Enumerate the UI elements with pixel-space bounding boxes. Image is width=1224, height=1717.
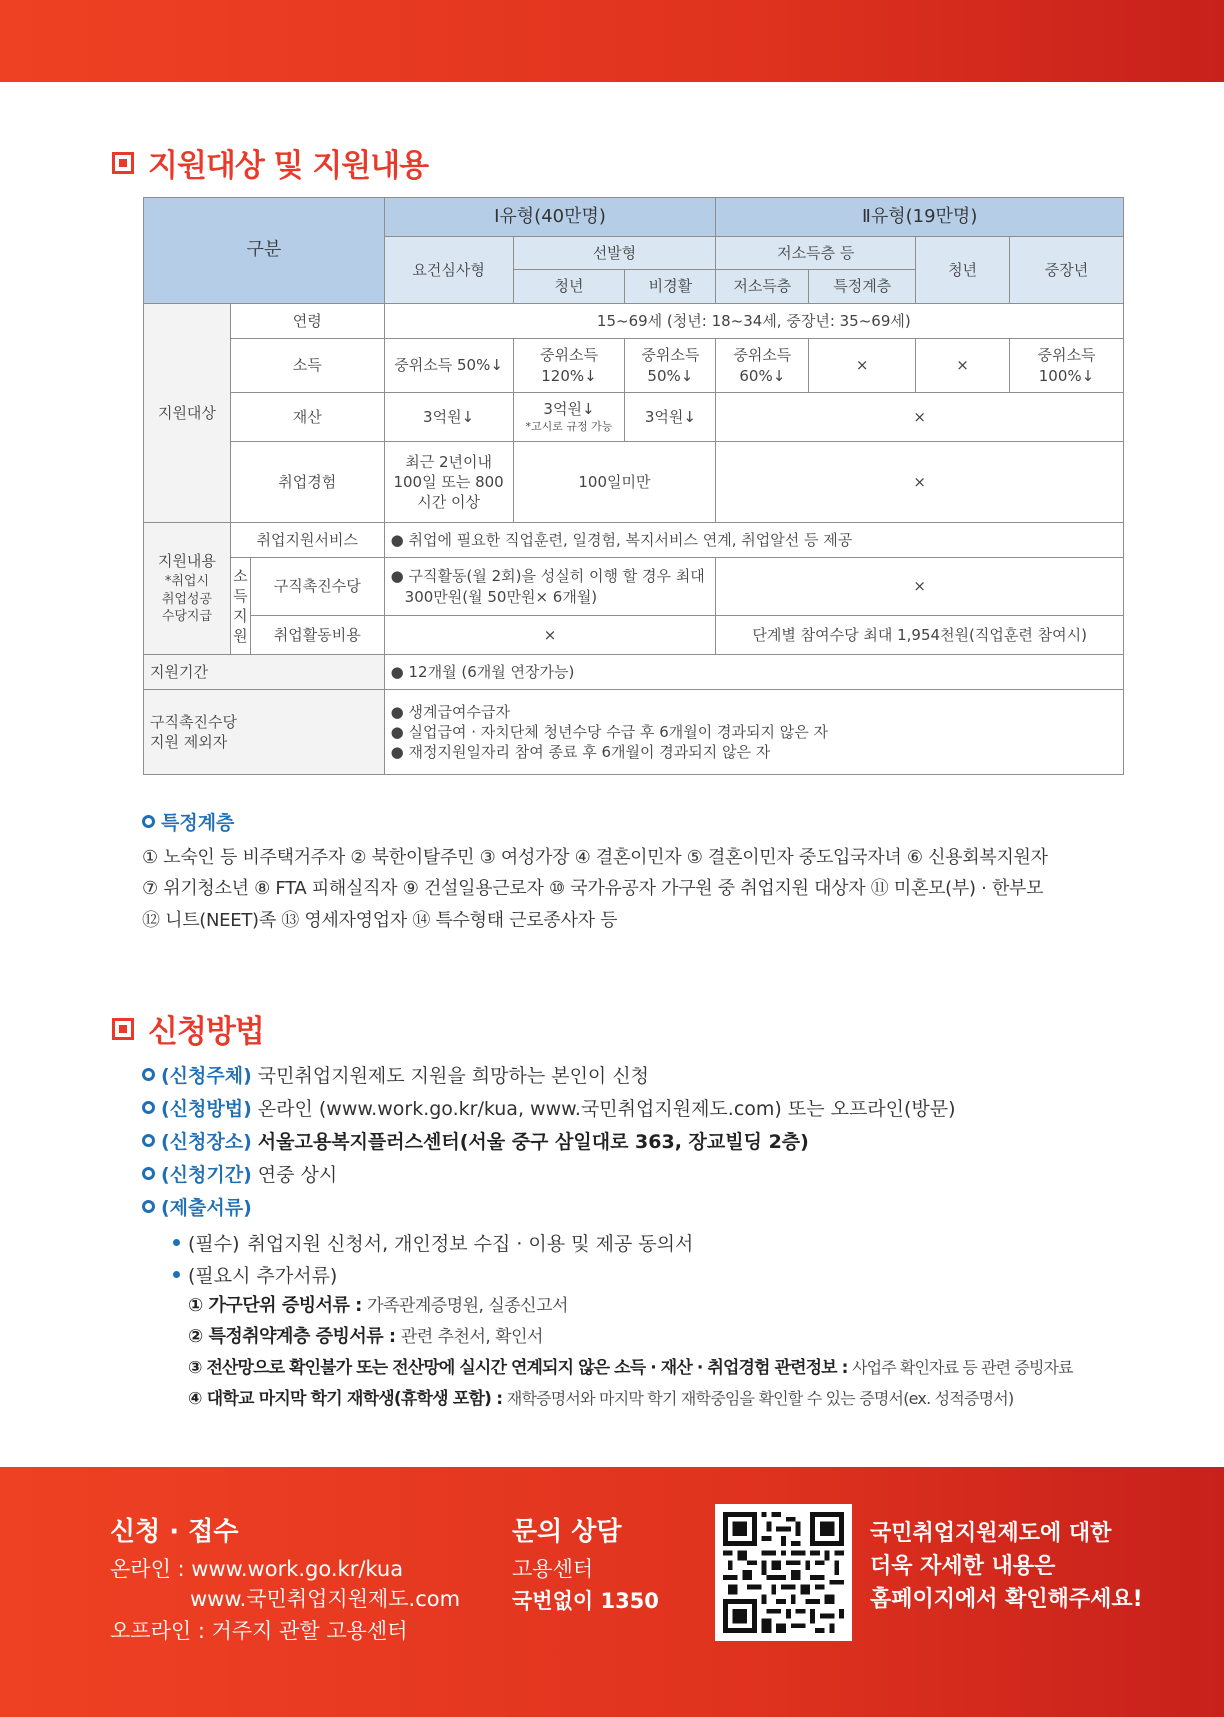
label-property: 재산	[230, 393, 384, 442]
footer-apply-title: 신청 · 접수	[110, 1517, 239, 1547]
special-groups-line-2: ⑦ 위기청소년 ⑧ FTA 피해실직자 ⑨ 건설일용근로자 ⑩ 국가유공자 가구원 중 취업지원 대상자 ⑪ 미혼모(부) · 한부모	[142, 878, 1044, 899]
special-groups-line-3: ⑫ 니트(NEET)족 ⑬ 영세자영업자 ⑭ 특수형태 근로종사자 등	[142, 910, 618, 931]
apply-who: (신청주체) 국민취업지원제도 지원을 희망하는 본인이 신청	[142, 1061, 649, 1088]
period-value: ● 12개월 (6개월 연장가능)	[384, 655, 1123, 690]
header-special: 특정계층	[809, 270, 916, 304]
dot-bullet-icon	[173, 1239, 180, 1246]
income-youth: 중위소득 120%↓	[513, 339, 625, 393]
doc-item-4: ④ 대학교 마지막 학기 재학생(휴학생 포함) : 재학증명서와 마지막 학기 재학중임을 확인할 수 있는 증명서(ex. 성적증명서)	[188, 1389, 1014, 1409]
job-service-value: ● 취업에 필요한 직업훈련, 일경험, 복지서비스 연계, 취업알선 등 제공	[384, 523, 1123, 558]
header-middle-age: 중장년	[1010, 237, 1124, 304]
job-exp-req-review: 최근 2년이내 100일 또는 800 시간 이상	[384, 442, 513, 523]
section-title: 지원대상 및 지원내용	[148, 148, 429, 184]
income-non-econ: 중위소득 50%↓	[625, 339, 716, 393]
footer-banner	[0, 1467, 1224, 1717]
job-exp-selection: 100일미만	[513, 442, 716, 523]
job-exp-type2: ×	[716, 442, 1124, 523]
income-special: ×	[809, 339, 916, 393]
circle-bullet-icon	[142, 1134, 155, 1147]
excluded-value: ● 생계급여수급자 ● 실업급여 · 자치단체 청년수당 수급 후 6개월이 경과되지 않은 자 ● 재정지원일자리 참여 종료 후 6개월이 경과되지 않은 자	[384, 690, 1123, 775]
apply-where: (신청장소) 서울고용복지플러스센터(서울 중구 삼일대로 363, 장교빌딩 2층)	[142, 1127, 809, 1154]
support-table	[143, 197, 1124, 775]
footer-offline: 오프라인 : 거주지 관할 고용센터	[110, 1619, 408, 1643]
footer-contact-center: 고용센터	[512, 1557, 594, 1581]
doc-item-3: ③ 전산망으로 확인불가 또는 전산망에 실시간 연계되지 않은 소득 · 재산 · 취업경험 관련정보 : 사업주 확인자료 등 관련 증빙자료	[188, 1358, 1073, 1378]
header-youth-type2: 청년	[916, 237, 1010, 304]
footer-promo: 국민취업지원제도에 대한 더욱 자세한 내용은 홈페이지에서 확인해주세요!	[870, 1521, 1143, 1612]
docs-optional: (필요시 추가서류)	[173, 1261, 337, 1288]
income-youth-type2: ×	[916, 339, 1010, 393]
property-youth: 3억원↓ *고시로 규정 가능	[513, 393, 625, 442]
top-banner	[0, 0, 1224, 82]
label-age: 연령	[230, 304, 384, 339]
docs-required: (필수) 취업지원 신청서, 개인정보 수집 · 이용 및 제공 동의서	[173, 1229, 693, 1256]
dot-bullet-icon	[173, 1271, 180, 1278]
qr-code-icon[interactable]	[715, 1504, 852, 1641]
footer-online-url[interactable]: 온라인 : www.work.go.kr/kua	[110, 1557, 404, 1581]
label-job-service: 취업지원서비스	[230, 523, 384, 558]
label-job-exp: 취업경험	[230, 442, 384, 523]
row-label-support-target: 지원대상	[144, 304, 231, 523]
special-groups-title: 특정계층	[161, 812, 235, 834]
apply-how: (신청방법) 온라인 (www.work.go.kr/kua, www.국민취업지원제도.com) 또는 오프라인(방문)	[142, 1094, 956, 1121]
search-allowance-value: ● 구직활동(월 2회)을 성실히 이행 할 경우 최대 300만원(월 50만원× 6개월)	[384, 558, 716, 616]
doc-item-2: ② 특정취약계층 증빙서류 : 관련 추천서, 확인서	[188, 1326, 543, 1347]
special-groups-line-1: ① 노숙인 등 비주택거주자 ② 북한이탈주민 ③ 여성가장 ④ 결혼이민자 ⑤ 결혼이민자 중도입국자녀 ⑥ 신용회복지원자	[142, 847, 1048, 868]
income-middle-age: 중위소득 100%↓	[1010, 339, 1124, 393]
row-label-excluded: 구직촉진수당 지원 제외자	[144, 690, 385, 775]
header-low-income: 저소득층	[716, 270, 809, 304]
circle-bullet-icon	[142, 1068, 155, 1081]
special-groups-heading	[142, 808, 234, 835]
circle-bullet-icon	[142, 1167, 155, 1180]
label-activity-cost: 취업활동비용	[250, 616, 384, 655]
header-gubun: 구분	[144, 198, 385, 304]
activity-cost-type2: 단계별 참여수당 최대 1,954천원(직업훈련 참여시)	[716, 616, 1124, 655]
circle-bullet-icon	[142, 1200, 155, 1213]
square-bullet-icon	[112, 1018, 134, 1040]
header-req-review: 요건심사형	[384, 237, 513, 304]
header-type1: Ⅰ유형(40만명)	[384, 198, 716, 237]
footer-online-url-2[interactable]: www.국민취업지원제도.com	[190, 1587, 461, 1611]
property-non-econ: 3억원↓	[625, 393, 716, 442]
row-label-support-content: 지원내용 *취업시 취업성공 수당지급	[144, 523, 231, 655]
header-youth-type1: 청년	[513, 270, 625, 304]
label-income: 소득	[230, 339, 384, 393]
activity-cost-type1: ×	[384, 616, 716, 655]
footer-contact-number: 국번없이 1350	[512, 1589, 659, 1613]
square-bullet-icon	[112, 152, 134, 174]
apply-docs: (제출서류)	[142, 1193, 252, 1220]
search-allowance-type2: ×	[716, 558, 1124, 616]
section-heading-support	[112, 140, 428, 185]
section-title: 신청방법	[148, 1014, 264, 1050]
income-req-review: 중위소득 50%↓	[384, 339, 513, 393]
label-income-support: 소 득 지 원	[230, 558, 250, 655]
doc-item-1: ① 가구단위 증빙서류 : 가족관계증명원, 실종신고서	[188, 1295, 568, 1316]
header-non-econ: 비경활	[625, 270, 716, 304]
property-req-review: 3억원↓	[384, 393, 513, 442]
apply-when: (신청기간) 연중 상시	[142, 1160, 337, 1187]
circle-bullet-icon	[142, 1101, 155, 1114]
header-type2: Ⅱ유형(19만명)	[716, 198, 1124, 237]
section-heading-apply	[112, 1006, 264, 1051]
circle-bullet-icon	[142, 815, 155, 828]
label-search-allowance: 구직촉진수당	[250, 558, 384, 616]
property-type2: ×	[716, 393, 1124, 442]
income-low-income: 중위소득 60%↓	[716, 339, 809, 393]
age-value: 15~69세 (청년: 18~34세, 중장년: 35~69세)	[384, 304, 1123, 339]
header-selection: 선발형	[513, 237, 716, 270]
row-label-period: 지원기간	[144, 655, 385, 690]
footer-contact-title: 문의 상담	[512, 1517, 622, 1547]
header-low-income-etc: 저소득층 등	[716, 237, 916, 270]
